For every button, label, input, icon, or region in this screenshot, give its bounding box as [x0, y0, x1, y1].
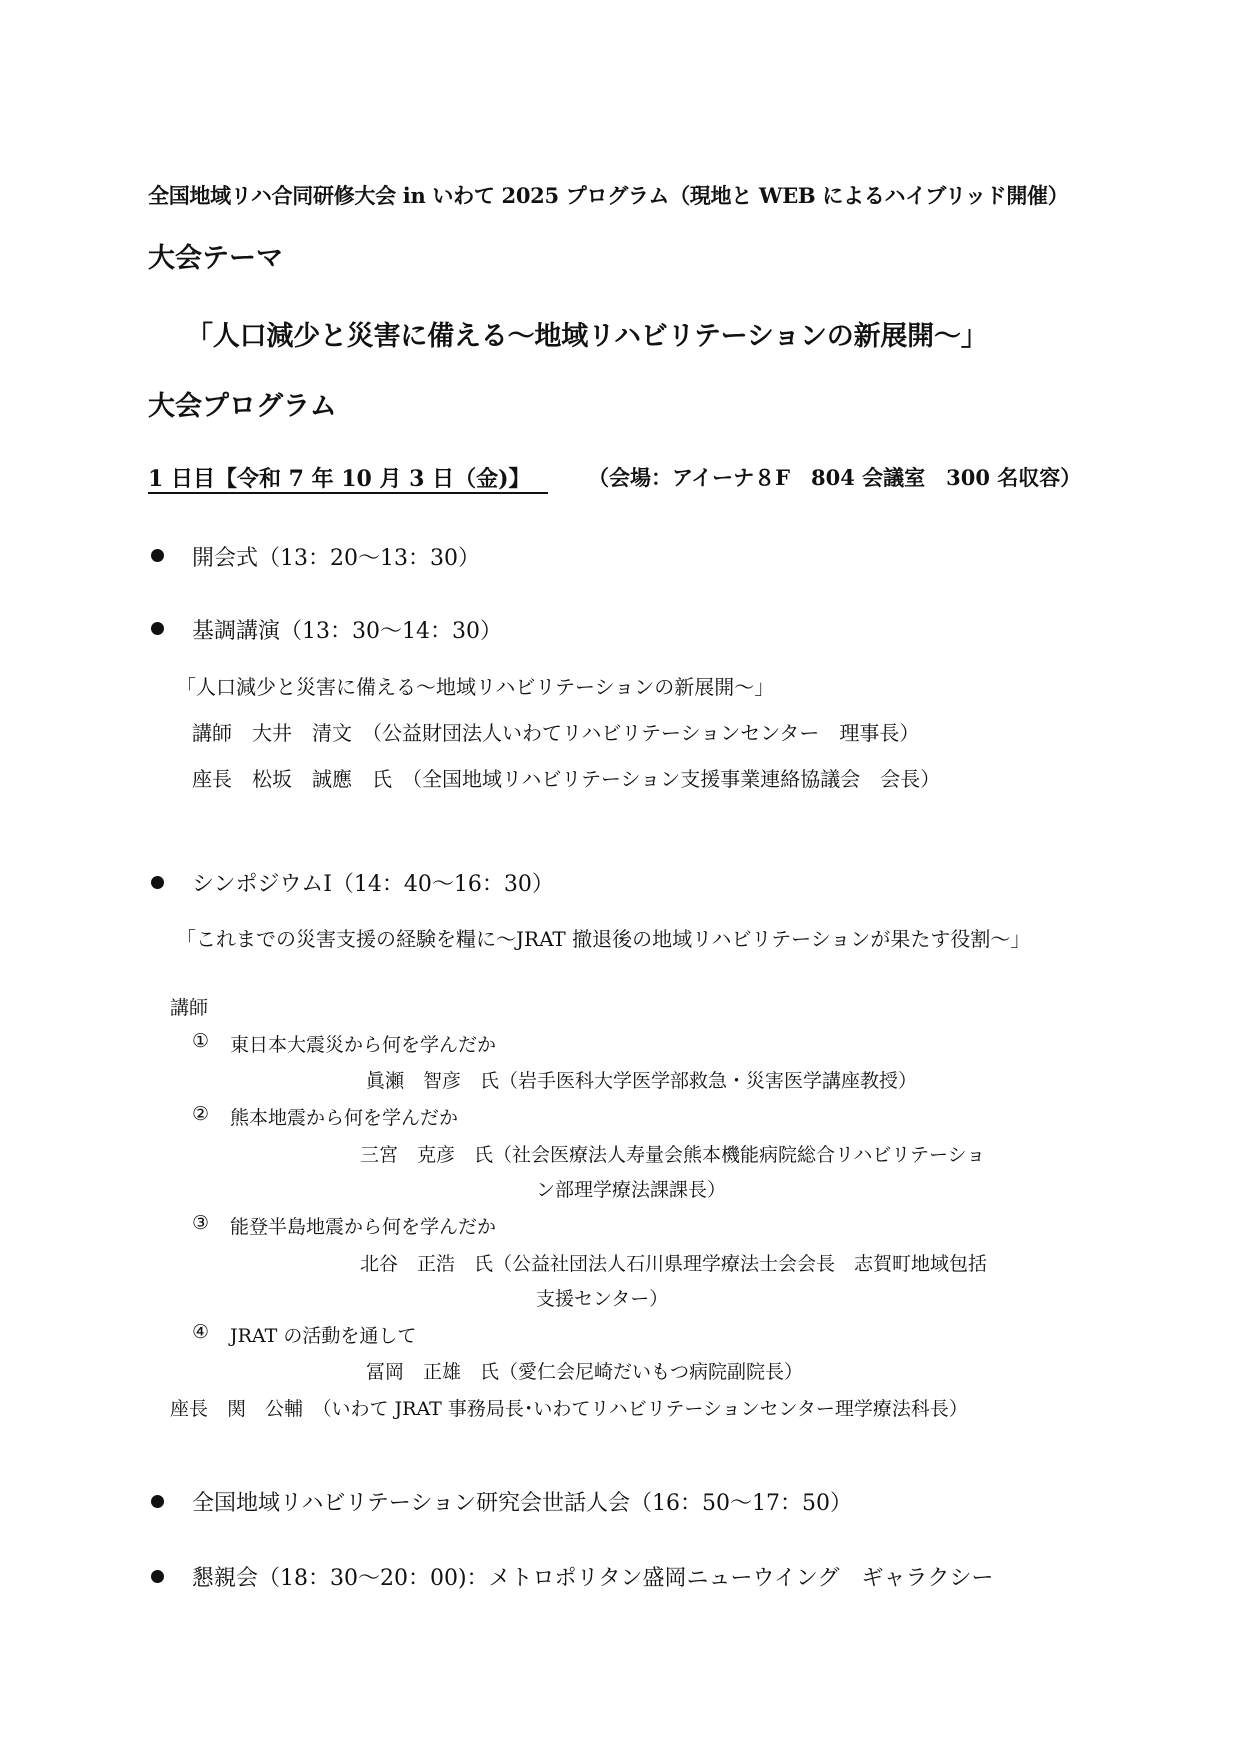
talk-speaker-continued: 支援センター） [536, 1288, 669, 1310]
bullet-icon [151, 1570, 164, 1583]
session-meeting: 全国地域リハビリテーション研究会世話人会（16：50～17：50） [192, 1491, 852, 1516]
talk-topic: 熊本地震から何を学んだか [230, 1107, 459, 1129]
session-keynote-title: 基調講演（13：30～14：30） [192, 619, 502, 644]
symposium-subtitle: 「これまでの災害支援の経験を糧に～JRAT 撤退後の地域リハビリテーションが果たす役割～」 [176, 927, 1031, 951]
symposium-chair: 座長 関 公輔 （いわて JRAT 事務局長･いわてリハビリテーションセンター理学療法科長） [170, 1398, 968, 1420]
talk-number: ③ [192, 1212, 210, 1234]
talk-number: ① [192, 1030, 210, 1052]
talk-speaker: 三宮 克彦 氏（社会医療法人寿量会熊本機能病院総合リハビリテーショ [360, 1144, 986, 1166]
document-title: 全国地域リハ合同研修大会 in いわて 2025 プログラム（現地と WEB によるハイブリッド開催） [148, 183, 1069, 208]
day1-venue: （会場：アイーナ８F 804 会議室 300 名収容） [588, 465, 1082, 490]
session-symposium-title: シンポジウムⅠ（14：40～16：30） [192, 872, 554, 897]
bullet-icon [151, 549, 164, 562]
symposium-lecturers-label: 講師 [170, 997, 209, 1019]
keynote-chair: 座長 松坂 誠應 氏 （全国地域リハビリテーション支援事業連絡協議会 会長） [192, 767, 941, 791]
talk-number: ④ [192, 1321, 210, 1343]
session-reception: 懇親会（18：30～20：00)：メトロポリタン盛岡ニューウイング ギャラクシー [192, 1566, 994, 1591]
talk-topic: JRAT の活動を通して [230, 1325, 417, 1347]
keynote-subtitle: 「人口減少と災害に備える～地域リハビリテーションの新展開～」 [176, 675, 775, 699]
day1-heading-underline [148, 492, 548, 494]
bullet-icon [151, 876, 164, 889]
theme-label: 大会テーマ [148, 243, 283, 274]
theme-text: 「人口減少と災害に備える～地域リハビリテーションの新展開～」 [186, 321, 988, 352]
talk-topic: 能登半島地震から何を学んだか [230, 1216, 497, 1238]
talk-number: ② [192, 1103, 210, 1125]
bullet-icon [151, 622, 164, 635]
talk-speaker: 眞瀬 智彦 氏（岩手医科大学医学部救急・災害医学講座教授） [366, 1070, 918, 1092]
keynote-lecturer: 講師 大井 清文 （公益財団法人いわてリハビリテーションセンター 理事長） [192, 721, 920, 745]
day1-heading: 1 日目【令和 7 年 10 月 3 日（金)】 [148, 466, 531, 492]
talk-topic: 東日本大震災から何を学んだか [230, 1034, 497, 1056]
session-opening: 開会式（13：20～13：30） [192, 546, 480, 571]
talk-speaker: 北谷 正浩 氏（公益社団法人石川県理学療法士会会長 志賀町地域包括 [360, 1253, 988, 1275]
talk-speaker-continued: ン部理学療法課課長） [536, 1179, 727, 1201]
program-label: 大会プログラム [148, 391, 337, 422]
bullet-icon [151, 1495, 164, 1508]
talk-speaker: 冨岡 正雄 氏（愛仁会尼崎だいもつ病院副院長） [366, 1361, 804, 1383]
